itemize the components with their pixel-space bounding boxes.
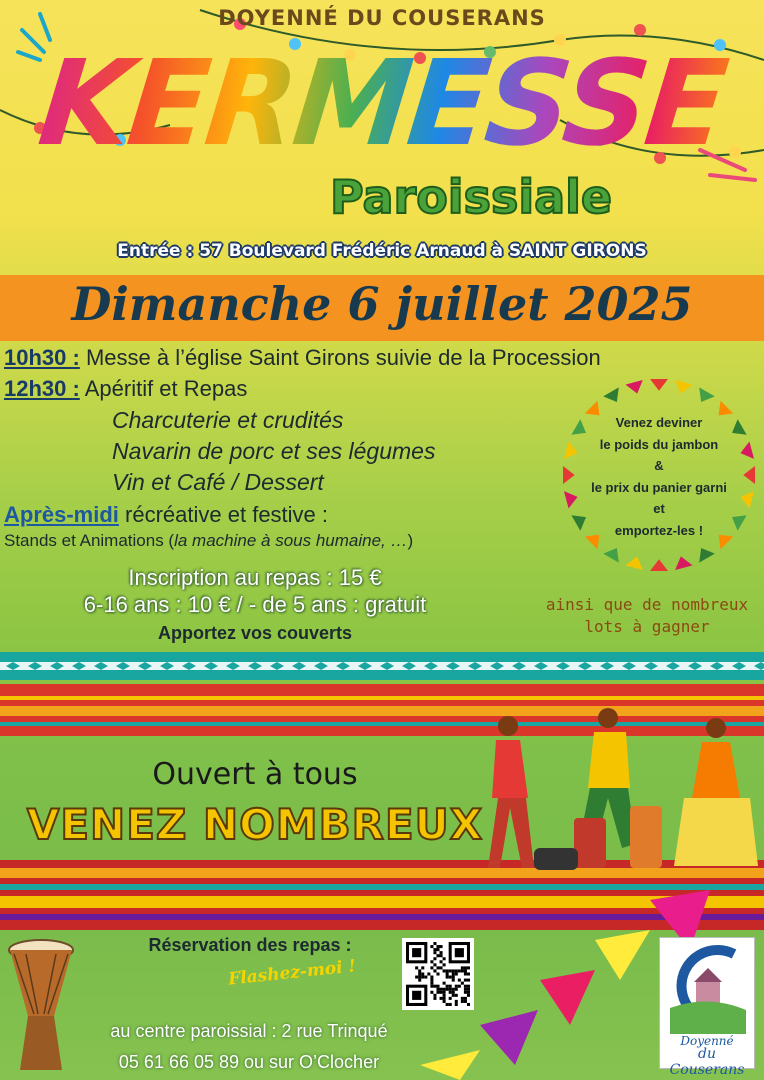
guess-line: le prix du panier garni (591, 479, 727, 495)
event-date: Dimanche 6 juillet 2025 (71, 277, 693, 331)
event-title: KERMESSE (3, 34, 762, 172)
guess-line: et (653, 501, 665, 516)
time-1030: 10h30 : (4, 345, 80, 370)
bunting-flag (603, 387, 619, 402)
dancers-illustration (478, 688, 764, 888)
stands-close: ) (407, 531, 414, 550)
bunting-flag (625, 380, 642, 394)
menu-item: Charcuterie et crudités (112, 407, 344, 433)
flash-me-text: Flashez-moi ! (227, 956, 357, 990)
mass-text: Messe à l’église Saint Girons suivie de la Procession (79, 345, 601, 370)
reservation-address: au centre paroissial : 2 rue Trinqué (110, 1021, 388, 1041)
prizes-line: lots à gagner (584, 617, 710, 636)
guess-line: emportez-les ! (614, 522, 704, 538)
bunting-flag (625, 556, 642, 570)
logo-line-1: Doyenné (680, 1034, 734, 1048)
organization-name: DOYENNÉ DU COUSERANS (218, 6, 546, 30)
reservation-title: Réservation des repas : (148, 935, 352, 955)
price-adult: Inscription au repas : 15 € (128, 565, 382, 590)
stands-italic: la machine à sous humaine, … (174, 531, 408, 550)
prizes-line: ainsi que de nombreux (545, 595, 749, 614)
guess-line: Venez deviner (615, 415, 703, 430)
guess-line: le poids du jambon (599, 436, 719, 452)
bunting-flag (675, 380, 692, 394)
time-1230: 12h30 : (4, 376, 80, 401)
event-address: Entrée : 57 Boulevard Frédéric Arnaud à SAINT GIRONS (117, 241, 647, 261)
stands-text: Stands et Animations ( (4, 531, 175, 550)
guess-game-text (554, 412, 764, 541)
programme-meal (4, 376, 247, 402)
open-to-all-text: Ouvert à tous (152, 757, 358, 792)
afternoon-label: Après-midi (4, 502, 119, 527)
price-children: 6-16 ans : 10 € / - de 5 ans : gratuit (83, 592, 427, 617)
event-subtitle: Paroissiale (330, 170, 613, 224)
reservation-contact: 05 61 66 05 89 ou sur O’Clocher (118, 1052, 380, 1072)
menu-item: Navarin de porc et ses légumes (112, 438, 436, 464)
programme-afternoon (4, 502, 328, 528)
guess-line: & (654, 458, 664, 473)
come-many-text: VENEZ NOMBREUX (26, 800, 484, 849)
bunting-flag (650, 379, 668, 391)
bunting-flag (650, 559, 668, 571)
bunting-flag (699, 387, 715, 402)
programme-mass (4, 345, 601, 371)
prizes-text (530, 594, 764, 638)
programme-stands (4, 531, 413, 551)
bunting-flag (603, 548, 619, 563)
afternoon-text: récréative et festive : (118, 502, 329, 527)
pattern-band-teal (0, 652, 764, 680)
bring-cutlery-note: Apportez vos couverts (157, 623, 353, 643)
bunting-flag (675, 556, 692, 570)
meal-text: Apéritif et Repas (79, 376, 248, 401)
menu-item: Vin et Café / Dessert (112, 469, 324, 495)
logo-emblem (660, 938, 756, 1034)
logo-line-2: du Couserans (669, 1046, 745, 1078)
bunting-flag (699, 548, 715, 563)
